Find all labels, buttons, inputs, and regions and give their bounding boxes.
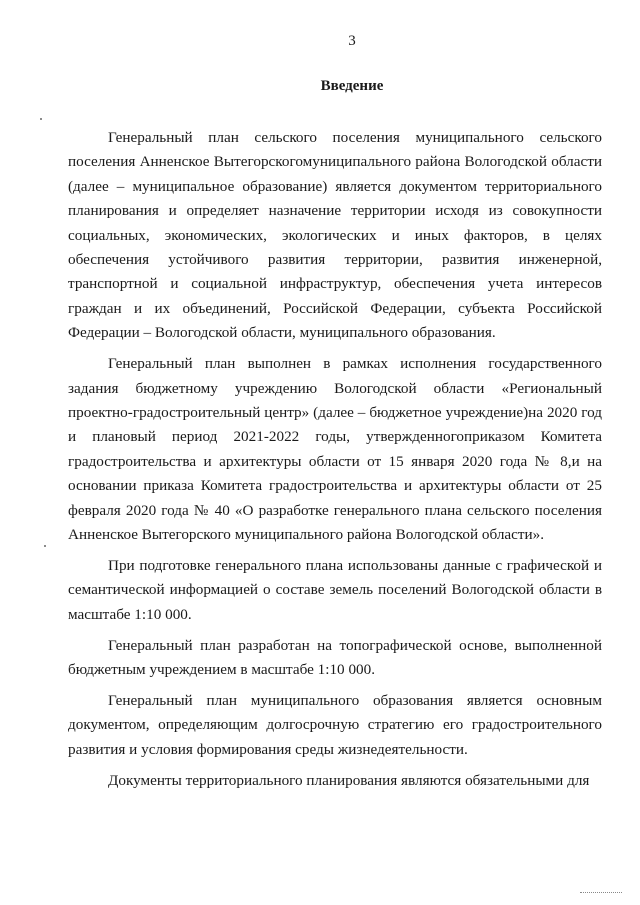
page-number: 3: [348, 33, 356, 49]
body-text: [68, 126, 602, 793]
paragraph: Генеральный план выполнен в рамках исполнения государственного задания бюджетному учреждению Вологодской области «Региональный проектно-градостроительный центр» (далее – бюджетное учреждение)на 2020 год и плановый период 2021-2022 годы, утвержденногоприказом Комитета градостроительства и архитектуры области от 15 января 2020 года № 8,и на основании приказа Комитета градостроительства и архитектуры области от 25 февраля 2020 года № 40 «О разработке генерального плана сельского поселения Анненское Вытегорского муниципального района Вологодской области».: [68, 355, 602, 543]
paragraph: При подготовке генерального плана использованы данные с графической и семантической информацией о составе земель поселений Вологодской области в масштабе 1:10 000.: [68, 556, 602, 623]
scan-speck: [44, 545, 46, 547]
section-heading: Введение: [320, 78, 384, 94]
paragraph: Генеральный план сельского поселения муниципального сельского поселения Анненское Вытегорскогомуниципального района Вологодской области (далее – муниципальное образование) является документом территориального планирования и определяет назначение территории исходя из совокупности социальных, экономических, экологических и иных факторов, в целях обеспечения устойчивого развития территории, развития инженерной, транспортной и социальной инфраструктур, обеспечения учета интересов граждан и их объединений, Российской Федерации, субъекта Российской Федерации – Вологодской области, муниципального образования.: [68, 129, 602, 342]
paragraph: Генеральный план муниципального образования является основным документом, определяющим долгосрочную стратегию его градостроительного развития и условия формирования среды жизнедеятельности.: [68, 691, 602, 758]
scan-speck: [40, 118, 42, 120]
paragraph: Генеральный план разработан на топографической основе, выполненной бюджетным учреждением в масштабе 1:10 000.: [68, 636, 602, 679]
scan-artifact: [580, 892, 622, 896]
paragraph: Документы территориального планирования являются обязательными для: [108, 771, 590, 789]
